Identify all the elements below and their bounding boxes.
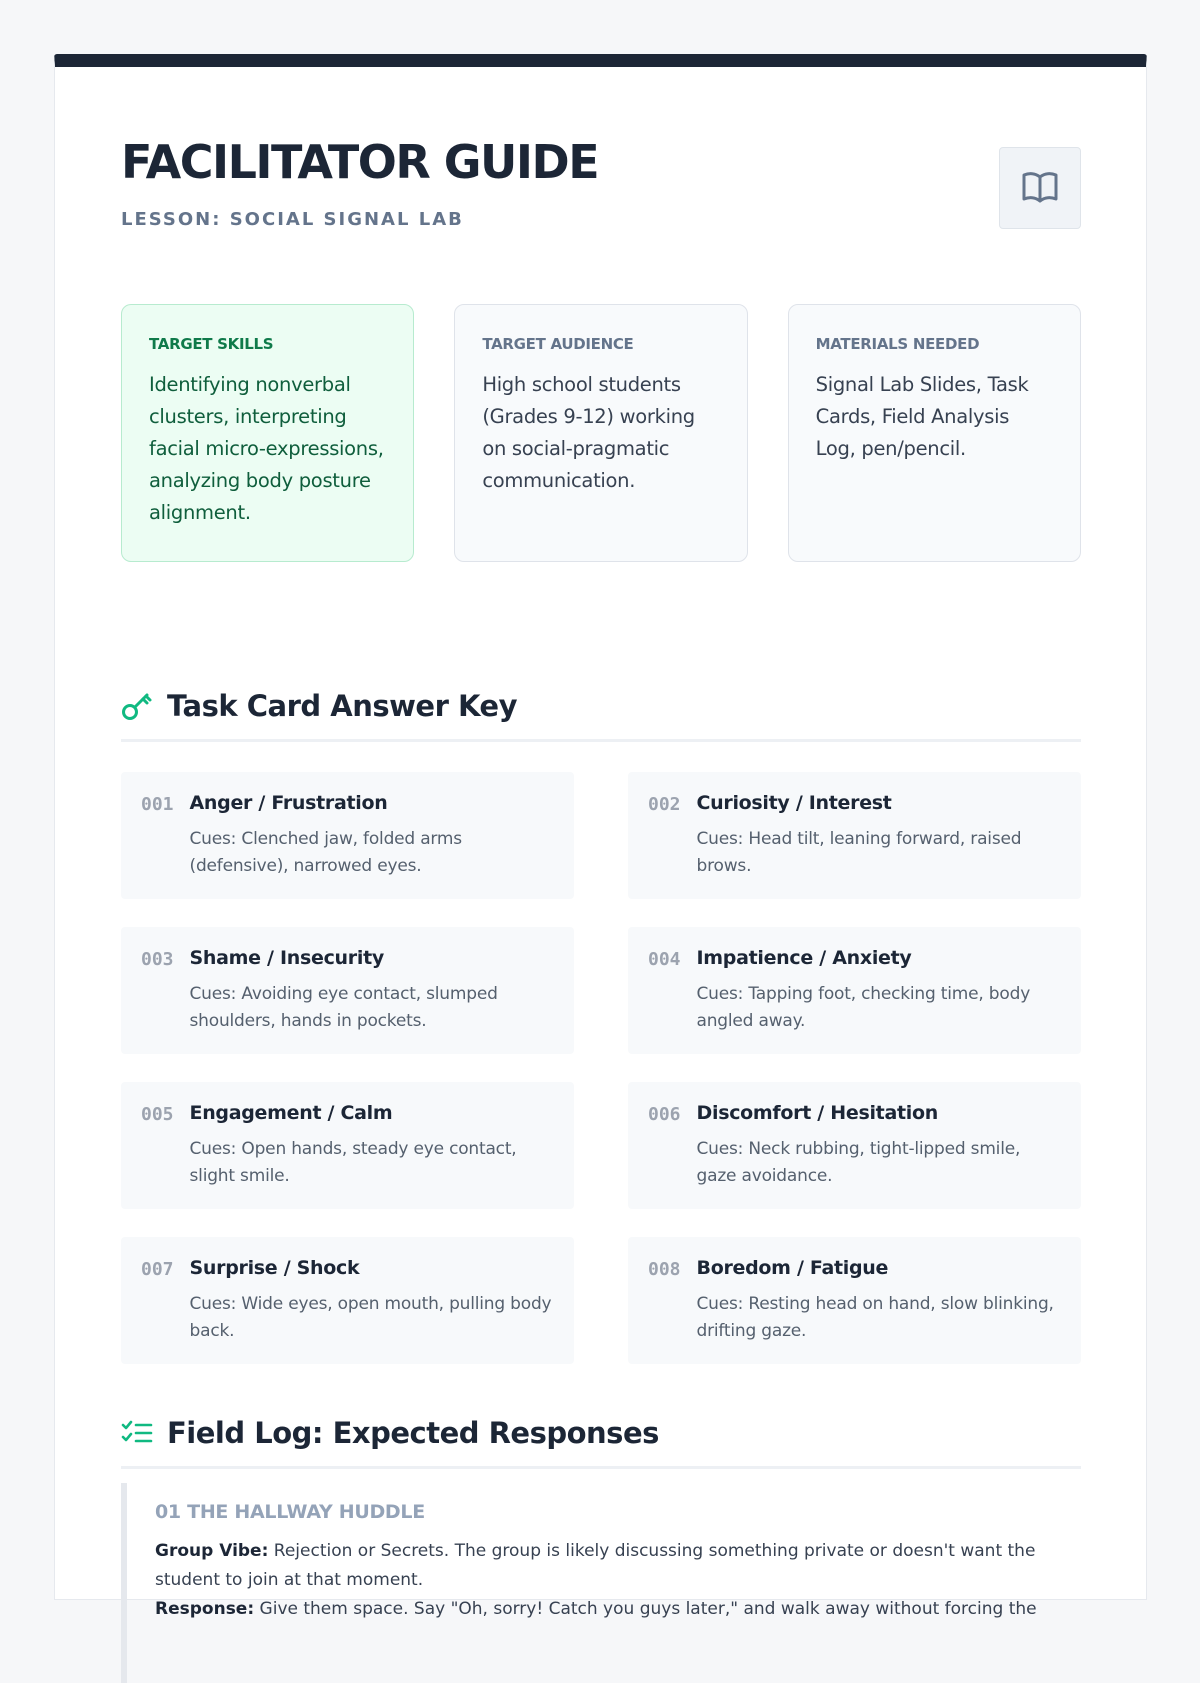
card-title: Discomfort / Hesitation bbox=[696, 1102, 938, 1124]
card-number: 008 bbox=[648, 1259, 681, 1280]
target-skills-card bbox=[121, 304, 414, 562]
card-title: Impatience / Anxiety bbox=[696, 947, 912, 969]
answer-card bbox=[628, 1237, 1081, 1364]
answer-key-grid bbox=[121, 772, 1081, 1364]
answer-card bbox=[121, 927, 574, 1054]
card-label: TARGET AUDIENCE bbox=[482, 335, 634, 353]
answer-key-header bbox=[121, 672, 1081, 742]
card-cues: Cues: Wide eyes, open mouth, pulling body back. bbox=[189, 1294, 552, 1341]
vibe-text: Rejection or Secrets. The group is likely discussing something private or doesn't want the student to join at that moment. bbox=[155, 1541, 1036, 1590]
card-number: 004 bbox=[648, 949, 681, 970]
response-label: Response: bbox=[155, 1599, 255, 1619]
field-log-header bbox=[121, 1399, 1081, 1469]
card-number: 005 bbox=[141, 1104, 174, 1125]
book-open-icon bbox=[1021, 170, 1059, 206]
lesson-subtitle: LESSON: SOCIAL SIGNAL LAB bbox=[121, 209, 464, 230]
book-button[interactable] bbox=[999, 147, 1081, 229]
card-title: Shame / Insecurity bbox=[189, 947, 384, 969]
response-line bbox=[155, 1595, 1081, 1624]
answer-key-title: Task Card Answer Key bbox=[167, 688, 518, 723]
card-cues: Cues: Tapping foot, checking time, body angled away. bbox=[696, 984, 1031, 1031]
answer-card bbox=[628, 772, 1081, 899]
card-title: Engagement / Calm bbox=[189, 1102, 393, 1124]
target-audience-card bbox=[454, 304, 747, 562]
checklist-icon bbox=[121, 1419, 153, 1447]
card-text: High school students (Grades 9-12) working on social-pragmatic communication. bbox=[482, 373, 695, 492]
card-cues: Cues: Avoiding eye contact, slumped shoulders, hands in pockets. bbox=[189, 984, 498, 1031]
card-text: Signal Lab Slides, Task Cards, Field Analysis Log, pen/pencil. bbox=[815, 373, 1029, 460]
answer-card bbox=[628, 927, 1081, 1054]
info-cards bbox=[121, 304, 1081, 562]
card-number: 006 bbox=[648, 1104, 681, 1125]
card-label: MATERIALS NEEDED bbox=[815, 335, 980, 353]
card-label: TARGET SKILLS bbox=[149, 335, 274, 353]
card-number: 002 bbox=[648, 794, 681, 815]
page-title: FACILITATOR GUIDE bbox=[121, 135, 599, 189]
answer-card bbox=[628, 1082, 1081, 1209]
field-log-title: Field Log: Expected Responses bbox=[167, 1415, 659, 1450]
card-number: 003 bbox=[141, 949, 174, 970]
guide-page bbox=[54, 54, 1147, 1619]
log-entry-title: 01 THE HALLWAY HUDDLE bbox=[155, 1501, 425, 1523]
vibe-label: Group Vibe: bbox=[155, 1541, 269, 1561]
card-cues: Cues: Head tilt, leaning forward, raised brows. bbox=[696, 829, 1022, 876]
materials-card bbox=[788, 304, 1081, 562]
card-cues: Cues: Clenched jaw, folded arms (defensive), narrowed eyes. bbox=[189, 829, 462, 876]
card-title: Surprise / Shock bbox=[189, 1257, 360, 1279]
card-number: 001 bbox=[141, 794, 174, 815]
card-cues: Cues: Open hands, steady eye contact, slight smile. bbox=[189, 1139, 517, 1186]
card-title: Curiosity / Interest bbox=[696, 792, 892, 814]
group-vibe-line bbox=[155, 1537, 1081, 1595]
card-title: Boredom / Fatigue bbox=[696, 1257, 889, 1279]
card-cues: Cues: Resting head on hand, slow blinking, drifting gaze. bbox=[696, 1294, 1054, 1341]
answer-card bbox=[121, 772, 574, 899]
card-title: Anger / Frustration bbox=[189, 792, 388, 814]
card-cues: Cues: Neck rubbing, tight-lipped smile, gaze avoidance. bbox=[696, 1139, 1021, 1186]
response-text: Give them space. Say "Oh, sorry! Catch you guys later," and walk away without forcing the bbox=[259, 1599, 1037, 1619]
answer-card bbox=[121, 1082, 574, 1209]
card-number: 007 bbox=[141, 1259, 174, 1280]
key-icon bbox=[121, 690, 153, 722]
answer-card bbox=[121, 1237, 574, 1364]
card-text: Identifying nonverbal clusters, interpreting facial micro-expressions, analyzing body posture alignment. bbox=[149, 373, 384, 524]
log-entry bbox=[121, 1483, 1081, 1683]
